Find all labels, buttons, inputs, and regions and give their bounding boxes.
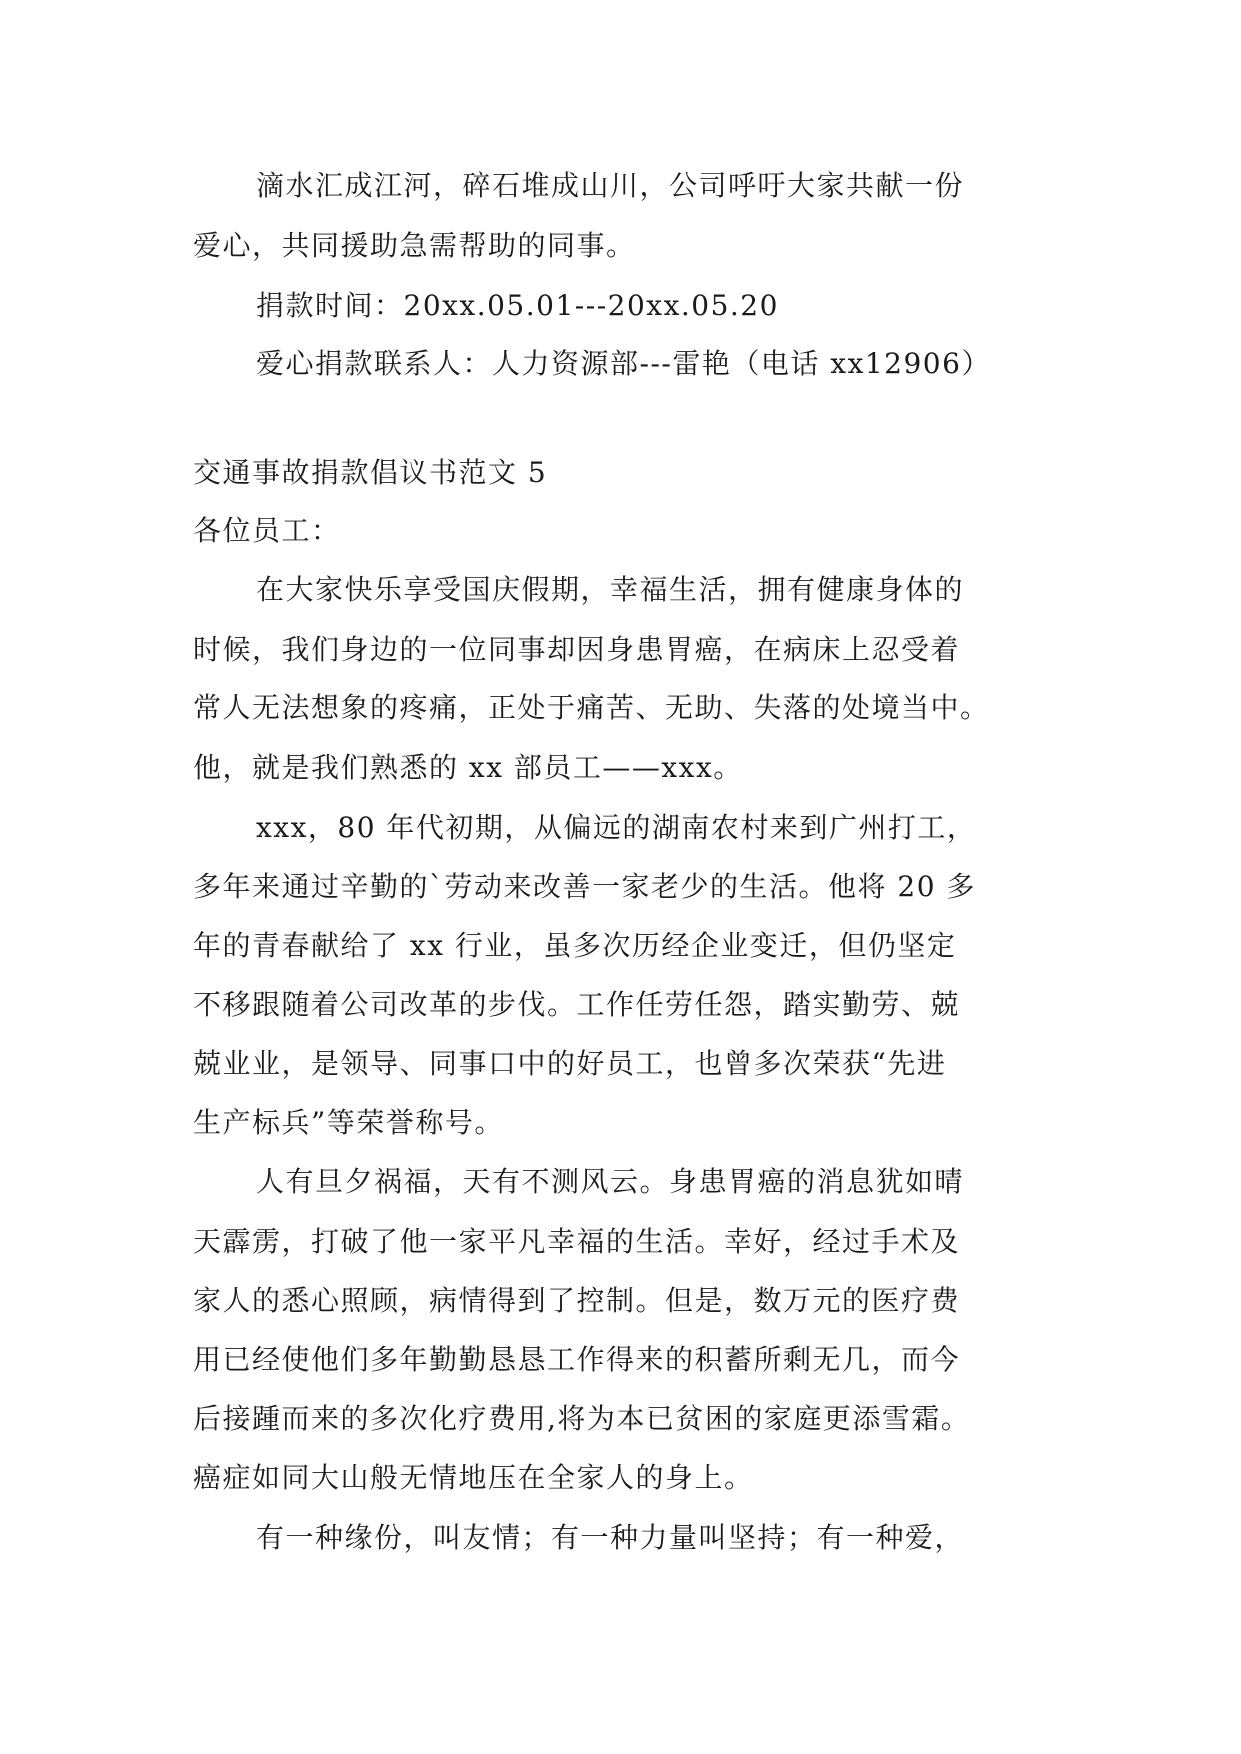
salutation: 各位员工： — [193, 514, 341, 547]
paragraph-line: 有一种缘份，叫友情；有一种力量叫坚持；有一种爱， — [256, 1521, 965, 1554]
donation-period-line: 捐款时间：20xx.05.01---20xx.05.20 — [256, 289, 779, 322]
paragraph-line: 常人无法想象的疼痛，正处于痛苦、无助、失落的处境当中。 — [193, 691, 990, 724]
paragraph-line: 年的青春献给了 xx 行业，虽多次历经企业变迁，但仍坚定 — [193, 929, 957, 962]
paragraph-line: 他，就是我们熟悉的 xx 部员工——xxx。 — [193, 751, 743, 784]
section-title: 交通事故捐款倡议书范文 5 — [193, 456, 548, 489]
paragraph-line: 生产标兵”等荣誉称号。 — [193, 1106, 504, 1139]
paragraph-line: 用已经使他们多年勤勤恳恳工作得来的积蓄所剩无几，而今 — [193, 1343, 961, 1376]
paragraph-line: 不移跟随着公司改革的步伐。工作任劳任怨，踏实勤劳、兢 — [193, 988, 961, 1021]
donation-contact-line: 爱心捐款联系人：人力资源部---雷艳（电话 xx12906） — [256, 347, 991, 380]
paragraph-line: 滴水汇成江河，碎石堆成山川，公司呼吁大家共献一份 — [256, 169, 965, 202]
paragraph-line: 后接踵而来的多次化疗费用,将为本已贫困的家庭更添雪霜。 — [193, 1402, 971, 1435]
paragraph-line: 多年来通过辛勤的`劳动来改善一家老少的生活。他将 20 多 — [193, 870, 976, 903]
paragraph-line: 在大家快乐享受国庆假期，幸福生活，拥有健康身体的 — [256, 573, 965, 606]
paragraph-line: 天霹雳，打破了他一家平凡幸福的生活。幸好，经过手术及 — [193, 1225, 961, 1258]
paragraph-line: 爱心，共同援助急需帮助的同事。 — [193, 229, 636, 262]
paragraph-line: 人有旦夕祸福，天有不测风云。身患胃癌的消息犹如晴 — [256, 1165, 965, 1198]
paragraph-line: xxx，80 年代初期，从偏远的湖南农村来到广州打工， — [256, 811, 977, 844]
paragraph-line: 癌症如同大山般无情地压在全家人的身上。 — [193, 1461, 754, 1494]
paragraph-line: 时候，我们身边的一位同事却因身患胃癌，在病床上忍受着 — [193, 633, 961, 666]
paragraph-line: 家人的悉心照顾，病情得到了控制。但是，数万元的医疗费 — [193, 1284, 961, 1317]
paragraph-line: 兢业业，是领导、同事口中的好员工，也曾多次荣获“先进 — [193, 1047, 947, 1080]
